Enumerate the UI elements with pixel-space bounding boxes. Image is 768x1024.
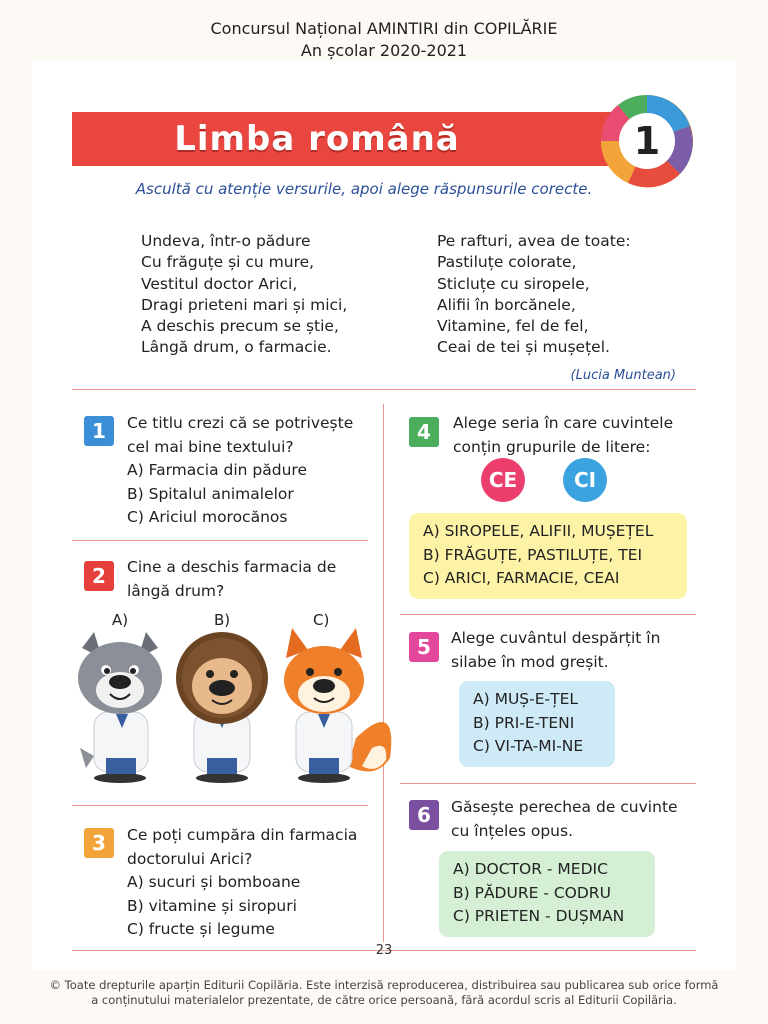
wolf-doctor-icon[interactable] xyxy=(78,632,162,783)
fox-doctor-icon[interactable] xyxy=(284,628,391,783)
answer-option-b[interactable]: B) FRĂGUȚE, PASTILUȚE, TEI xyxy=(423,545,643,564)
question-5-answers xyxy=(459,681,615,767)
answer-option-a[interactable]: A) sucuri și bomboane xyxy=(127,873,301,891)
question-6-number: 6 xyxy=(409,800,439,830)
answer-option-b[interactable]: B) PĂDURE - CODRU xyxy=(453,883,611,902)
question-2-number: 2 xyxy=(84,561,114,591)
question-1-number: 1 xyxy=(84,416,114,446)
hedgehog-doctor-icon[interactable] xyxy=(176,632,268,783)
question-text: Alege cuvântul despărțit în xyxy=(451,629,661,647)
answer-option-b[interactable]: B) PRI-E-TENI xyxy=(473,713,575,732)
question-text: conțin grupurile de litere: xyxy=(453,437,651,456)
instruction: Ascultă cu atenție versurile, apoi alege răspunsurile corecte. xyxy=(135,180,593,198)
question-3-number: 3 xyxy=(84,828,114,858)
question-text: lângă drum? xyxy=(127,581,225,600)
poem-right-stanza xyxy=(437,231,631,359)
answer-option-a[interactable]: A) MUȘ-E-ȚEL xyxy=(473,690,579,708)
poem-line: Vestitul doctor Arici, xyxy=(141,274,298,293)
poem-line: Vitamine, fel de fel, xyxy=(437,317,589,336)
copyright-line: a conținutului materialelor prezentate, de către orice persoană, fără acordul scris al Editurii Copilăria. xyxy=(91,993,677,1007)
question-5-number: 5 xyxy=(409,632,439,662)
question-4-answers xyxy=(409,513,687,599)
poem-line: A deschis precum se știe, xyxy=(141,317,339,336)
page-title: Limba română xyxy=(174,119,460,159)
subject-badge-icon xyxy=(598,92,696,190)
poem-line: Dragi prieteni mari și mici, xyxy=(141,295,348,314)
question-text: cu înțeles opus. xyxy=(451,821,574,840)
poem-line: Alifii în borcănele, xyxy=(437,295,576,314)
poem-left-stanza xyxy=(141,231,347,359)
question-6 xyxy=(451,796,678,843)
divider xyxy=(72,389,696,390)
question-text: Cine a deschis farmacia de xyxy=(127,558,337,576)
school-year: An școlar 2020-2021 xyxy=(300,41,468,60)
question-6-answers xyxy=(439,851,655,937)
question-4 xyxy=(453,412,673,459)
question-text: Alege seria în care cuvintele xyxy=(453,414,674,432)
poem-line: Pe rafturi, avea de toate: xyxy=(437,232,631,250)
poem-line: Lângă drum, o farmacie. xyxy=(141,338,332,357)
poem-line: Ceai de tei și mușețel. xyxy=(437,338,610,357)
poem-line: Cu frăguțe și cu mure, xyxy=(141,253,315,272)
question-3 xyxy=(127,824,357,942)
divider xyxy=(400,614,696,615)
answer-option-c[interactable]: C) Ariciul morocănos xyxy=(127,508,288,526)
question-4-number: 4 xyxy=(409,417,439,447)
answer-option-c[interactable]: C) ARICI, FARMACIE, CEAI xyxy=(423,569,620,587)
divider xyxy=(72,805,368,806)
answer-option-a[interactable]: A) SIROPELE, ALIFII, MUȘEȚEL xyxy=(423,522,654,540)
animal-doctors-illustration xyxy=(72,628,402,790)
divider xyxy=(72,540,368,541)
question-text: Ce titlu crezi că se potrivește xyxy=(127,414,354,432)
copyright-notice xyxy=(30,978,738,1008)
poem-line: Undeva, într-o pădure xyxy=(141,232,311,250)
option-b-label[interactable]: B) xyxy=(214,611,231,629)
question-text: Ce poți cumpăra din farmacia xyxy=(127,826,358,844)
answer-option-a[interactable]: A) Farmacia din pădure xyxy=(127,461,307,479)
page-number: 23 xyxy=(375,943,393,958)
question-5 xyxy=(451,627,660,674)
answer-option-c[interactable]: C) fructe și legume xyxy=(127,920,275,938)
divider xyxy=(400,783,696,784)
question-text: silabe în mod greșit. xyxy=(451,652,609,671)
syllable-ce-badge: CE xyxy=(481,458,525,502)
poem-line: Pastiluțe colorate, xyxy=(437,253,577,272)
answer-option-a[interactable]: A) DOCTOR - MEDIC xyxy=(453,860,608,878)
question-2 xyxy=(127,556,336,603)
question-text: Găsește perechea de cuvinte xyxy=(451,798,678,816)
answer-option-c[interactable]: C) PRIETEN - DUȘMAN xyxy=(453,907,625,925)
answer-option-b[interactable]: B) vitamine și siropuri xyxy=(127,896,297,915)
question-text: cel mai bine textului? xyxy=(127,437,294,456)
option-c-label[interactable]: C) xyxy=(313,611,330,629)
badge-number: 1 xyxy=(633,119,661,163)
poem-line: Sticluțe cu siropele, xyxy=(437,274,590,293)
option-a-label[interactable]: A) xyxy=(112,611,129,629)
contest-name: Concursul Național AMINTIRI din COPILĂRIE xyxy=(210,19,558,38)
syllable-ci-badge: CI xyxy=(563,458,607,502)
poem-author: (Lucia Muntean) xyxy=(570,368,676,383)
question-1 xyxy=(127,412,353,530)
answer-option-b[interactable]: B) Spitalul animalelor xyxy=(127,484,294,503)
copyright-line: © Toate drepturile aparțin Editurii Copilăria. Este interzisă reproducerea, distribuirea sau publicarea sub orice formă xyxy=(49,978,719,992)
question-text: doctorului Arici? xyxy=(127,849,253,868)
answer-option-c[interactable]: C) VI-TA-MI-NE xyxy=(473,737,584,755)
